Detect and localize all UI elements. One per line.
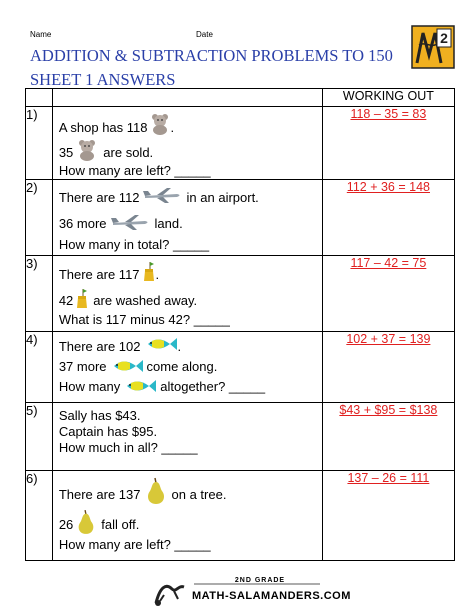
- problem-number: 2): [26, 180, 53, 256]
- table-header-row: [26, 89, 455, 107]
- answer-text: 102 + 37 = 139: [322, 332, 454, 403]
- date-label: Date: [196, 30, 213, 39]
- worksheet-table: [25, 88, 455, 561]
- problem-text: There are 137 on a tree. 26 fall off. How many are left? _____: [52, 471, 322, 561]
- problem-row-6: [26, 471, 455, 561]
- problem-row-1: [26, 107, 455, 180]
- answer-text: 137 – 26 = 111: [322, 471, 454, 561]
- answer-text: $43 + $95 = $138: [322, 403, 454, 471]
- answer-text: 112 + 36 = 148: [322, 180, 454, 256]
- answer-text: 117 – 42 = 75: [322, 256, 454, 332]
- problem-number: 1): [26, 107, 53, 180]
- answer-text: 118 – 35 = 83: [322, 107, 454, 180]
- salamander-grade-logo: [411, 25, 455, 69]
- footer-site: MATH-SALAMANDERS.COM: [192, 590, 351, 602]
- problem-number: 5): [26, 403, 53, 471]
- problem-text: Sally has $43. Captain has $95. How much in all? _____: [52, 403, 322, 471]
- problem-row-2: [26, 180, 455, 256]
- worksheet-subtitle: SHEET 1 ANSWERS: [30, 70, 176, 89]
- problem-row-3: [26, 256, 455, 332]
- footer-grade: 2ND GRADE: [234, 577, 286, 584]
- airplane-icon: [143, 186, 183, 204]
- name-label: Name: [30, 30, 52, 39]
- math-salamanders-footer-logo: [150, 573, 351, 609]
- problem-row-4: [26, 332, 455, 403]
- problem-number: 3): [26, 256, 53, 332]
- problem-text: A shop has 118 . 35 are sold. How many are left? _____: [52, 107, 322, 180]
- teddy-bear-icon: [150, 113, 170, 135]
- problem-text: There are 117 . 42 are washed away. What is 117 minus 42? _____: [52, 256, 322, 332]
- pear-icon: [144, 477, 168, 505]
- airplane-icon: [111, 213, 151, 231]
- pear-icon: [75, 509, 97, 535]
- fish-icon: [123, 377, 157, 395]
- problem-text: There are 102 . 37 more come along. How many altogether? _____: [52, 332, 322, 403]
- fish-icon: [110, 357, 144, 375]
- logo-digit: 2: [440, 30, 448, 46]
- teddy-bear-icon: [76, 139, 98, 161]
- problem-text: There are 112 in an airport. 36 more land. How many in total? _____: [52, 180, 322, 256]
- problem-number: 6): [26, 471, 53, 561]
- sandcastle-icon: [142, 260, 156, 282]
- sandcastle-icon: [74, 287, 90, 309]
- problem-number: 4): [26, 332, 53, 403]
- fish-icon: [144, 335, 178, 353]
- problem-row-5: [26, 403, 455, 471]
- worksheet-title: ADDITION & SUBTRACTION PROBLEMS TO 150: [30, 46, 393, 65]
- working-out-header: WORKING OUT: [322, 89, 454, 107]
